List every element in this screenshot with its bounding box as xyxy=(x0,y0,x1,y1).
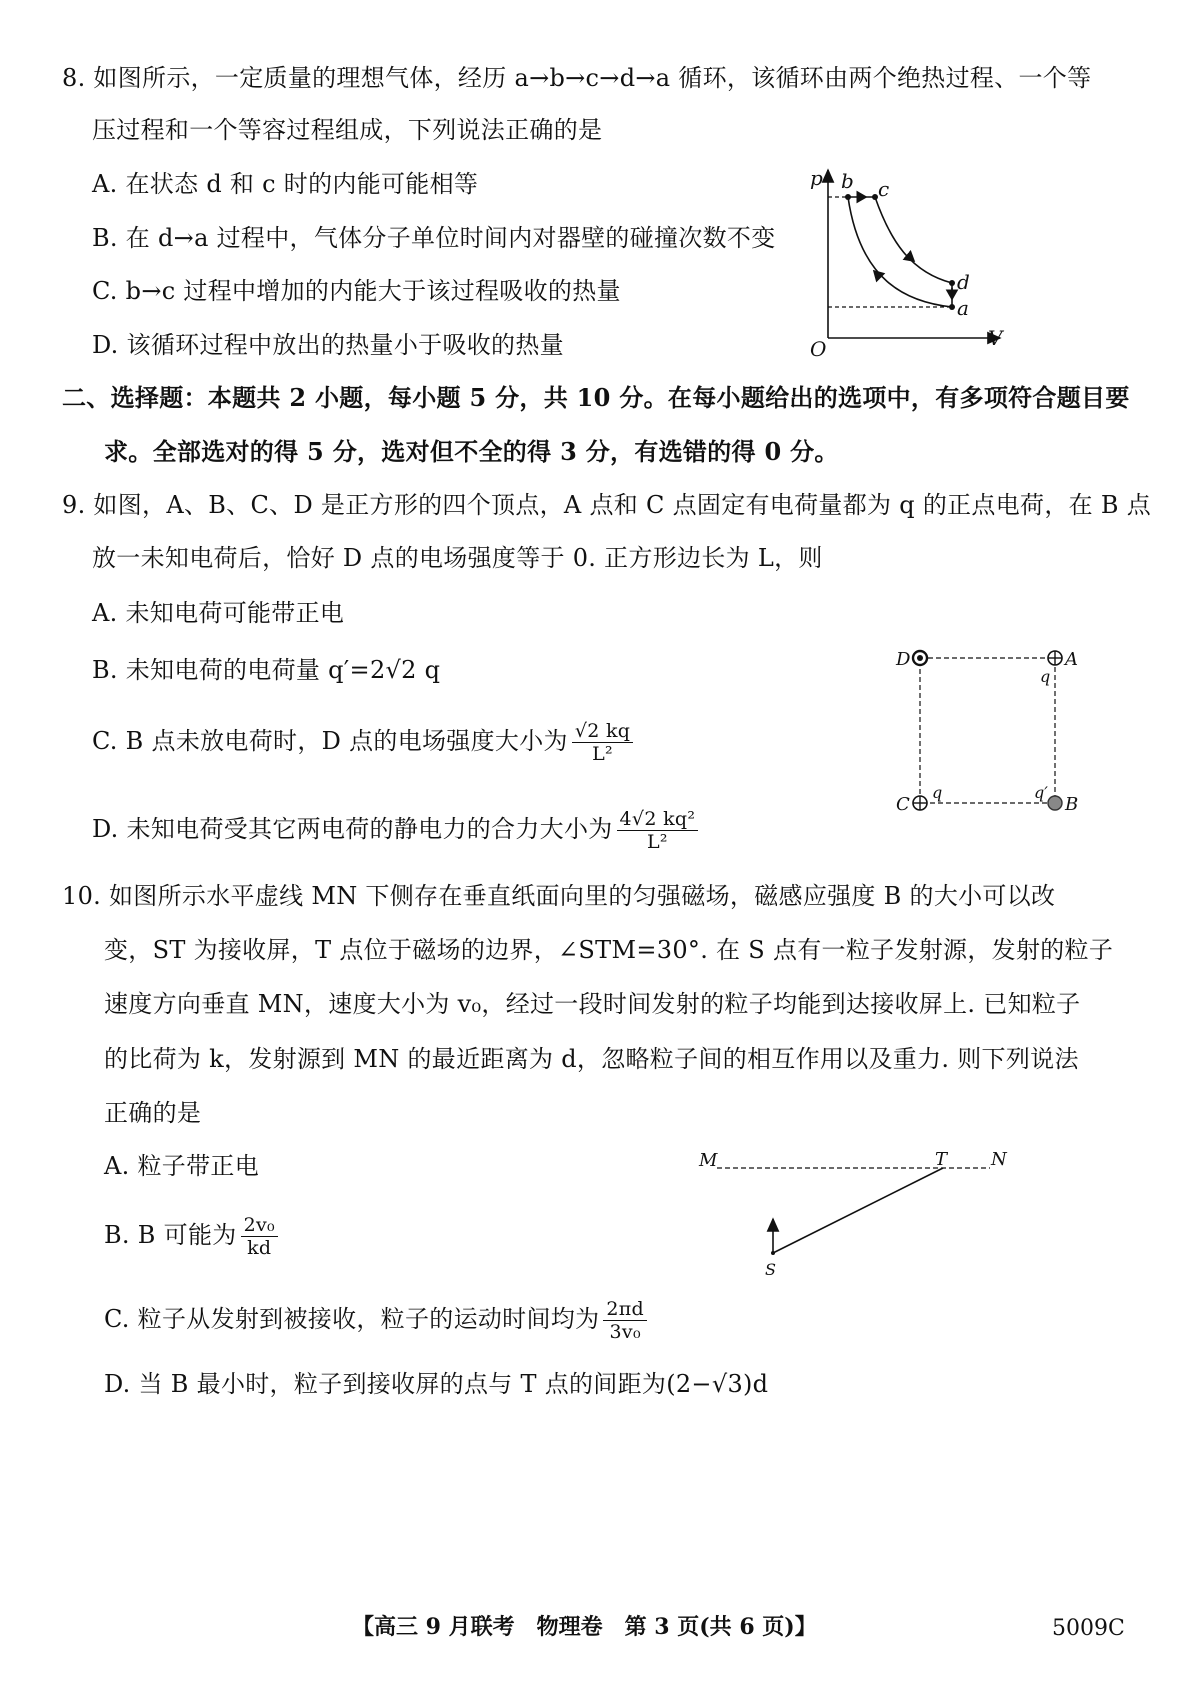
label-n: N xyxy=(991,1149,1007,1170)
q9-option-d-denominator: L² xyxy=(646,831,668,853)
q10-option-c-fraction xyxy=(603,1298,647,1343)
q9-stem-line2: 放一未知电荷后，恰好 D 点的电场强度等于 0. 正方形边长为 L，则 xyxy=(92,544,823,572)
q10-option-c-numerator: 2πd xyxy=(603,1298,647,1321)
q10-option-b-denominator: kd xyxy=(247,1237,272,1259)
q10-option-d: D. 当 B 最小时，粒子到接收屏的点与 T 点的间距为(2−√3)d xyxy=(104,1370,769,1398)
charge-b-marker xyxy=(1048,796,1062,810)
q9-square-diagram xyxy=(890,640,1090,840)
exam-code: 5009C xyxy=(1052,1616,1125,1641)
q10-option-b-fraction xyxy=(241,1214,278,1259)
v-axis-label: V xyxy=(988,326,1003,350)
cd-adiabat xyxy=(875,197,952,283)
point-c-label: c xyxy=(878,177,890,201)
q9-stem-line1: 9. 如图，A、B、C、D 是正方形的四个顶点，A 点和 C 点固定有电荷量都为 q 的正点电荷，在 B 点 xyxy=(62,491,1152,519)
q10-stem-line5: 正确的是 xyxy=(104,1099,202,1127)
label-t: T xyxy=(935,1149,948,1170)
q10-stem-line1: 10. 如图所示水平虚线 MN 下侧存在垂直纸面向里的匀强磁场，磁感应强度 B 的大小可以改 xyxy=(62,882,1056,910)
q10-option-b-numerator: 2v₀ xyxy=(241,1214,278,1237)
q9-option-d-numerator: 4√2 kq² xyxy=(617,808,699,831)
q10-option-c-text: C. 粒子从发射到被接收，粒子的运动时间均为 xyxy=(104,1305,600,1333)
label-s: S xyxy=(765,1260,776,1279)
q10-option-b-text: B. B 可能为 xyxy=(104,1221,237,1249)
q9-option-c-numerator: √2 kq xyxy=(572,720,633,743)
p-axis-label: p xyxy=(810,166,823,190)
q9-option-b: B. 未知电荷的电荷量 q′=2√2 q xyxy=(92,656,441,684)
square-outline xyxy=(920,658,1055,803)
label-d: D xyxy=(896,649,911,670)
q10-field-diagram xyxy=(695,1145,1025,1285)
point-d-label: d xyxy=(957,270,970,294)
q10-stem-line4: 的比荷为 k，发射源到 MN 的最近距离为 d，忽略粒子间的相互作用以及重力. 则下列说法 xyxy=(104,1045,1079,1073)
section2-line1: 二、选择题：本题共 2 小题，每小题 5 分，共 10 分。在每小题给出的选项中，有多项符合题目要 xyxy=(62,383,1130,412)
charge-c-marker xyxy=(913,796,927,810)
q10-option-a: A. 粒子带正电 xyxy=(104,1152,259,1180)
q8-option-b: B. 在 d→a 过程中，气体分子单位时间内对器壁的碰撞次数不变 xyxy=(92,224,776,252)
page-footer: 【高三 9 月联考 物理卷 第 3 页(共 6 页)】 xyxy=(352,1614,817,1640)
ab-adiabat xyxy=(848,197,952,307)
q8-option-d: D. 该循环过程中放出的热量小于吸收的热量 xyxy=(92,331,564,359)
q10-option-c-denominator: 3v₀ xyxy=(609,1321,641,1343)
label-a: A xyxy=(1065,649,1078,670)
q8-pv-diagram xyxy=(800,160,1030,370)
q9-option-c-text: C. B 点未放电荷时，D 点的电场强度大小为 xyxy=(92,727,568,755)
point-b-label: b xyxy=(841,169,854,193)
charge-a-marker xyxy=(1048,651,1062,665)
st-screen xyxy=(773,1168,943,1253)
label-b: B xyxy=(1065,794,1079,815)
charge-d-marker xyxy=(913,651,927,665)
label-m: M xyxy=(699,1150,718,1171)
q9-option-c xyxy=(92,720,637,765)
origin-label: O xyxy=(810,337,827,361)
q10-option-c xyxy=(104,1298,651,1343)
section2-line2: 求。全部选对的得 5 分，选对但不全的得 3 分，有选错的得 0 分。 xyxy=(104,437,839,466)
q10-stem-line2: 变，ST 为接收屏，T 点位于磁场的边界，∠STM=30°. 在 S 点有一粒子发射源，发射的粒子 xyxy=(104,936,1114,964)
q8-stem-line2: 压过程和一个等容过程组成，下列说法正确的是 xyxy=(92,116,603,144)
q9-option-c-fraction xyxy=(572,720,633,765)
q9-option-d-text: D. 未知电荷受其它两电荷的静电力的合力大小为 xyxy=(92,815,613,843)
q9-option-a: A. 未知电荷可能带正电 xyxy=(92,599,345,627)
q9-option-d-fraction xyxy=(617,808,699,853)
label-c: C xyxy=(896,794,910,815)
charge-a-label: q xyxy=(1040,667,1051,686)
q8-option-c: C. b→c 过程中增加的内能大于该过程吸收的热量 xyxy=(92,277,621,305)
q10-stem-line3: 速度方向垂直 MN，速度大小为 v₀，经过一段时间发射的粒子均能到达接收屏上. 已知粒子 xyxy=(104,990,1081,1018)
point-a-label: a xyxy=(957,296,969,320)
q9-option-d xyxy=(92,808,702,853)
charge-c-label: q xyxy=(932,783,943,802)
q9-option-c-denominator: L² xyxy=(592,743,613,765)
q8-stem-line1: 8. 如图所示，一定质量的理想气体，经历 a→b→c→d→a 循环，该循环由两个绝热过程、一个等 xyxy=(62,64,1092,92)
charge-b-label: q′ xyxy=(1034,783,1048,802)
q8-option-a: A. 在状态 d 和 c 时的内能可能相等 xyxy=(92,170,479,198)
q10-option-b xyxy=(104,1214,282,1259)
